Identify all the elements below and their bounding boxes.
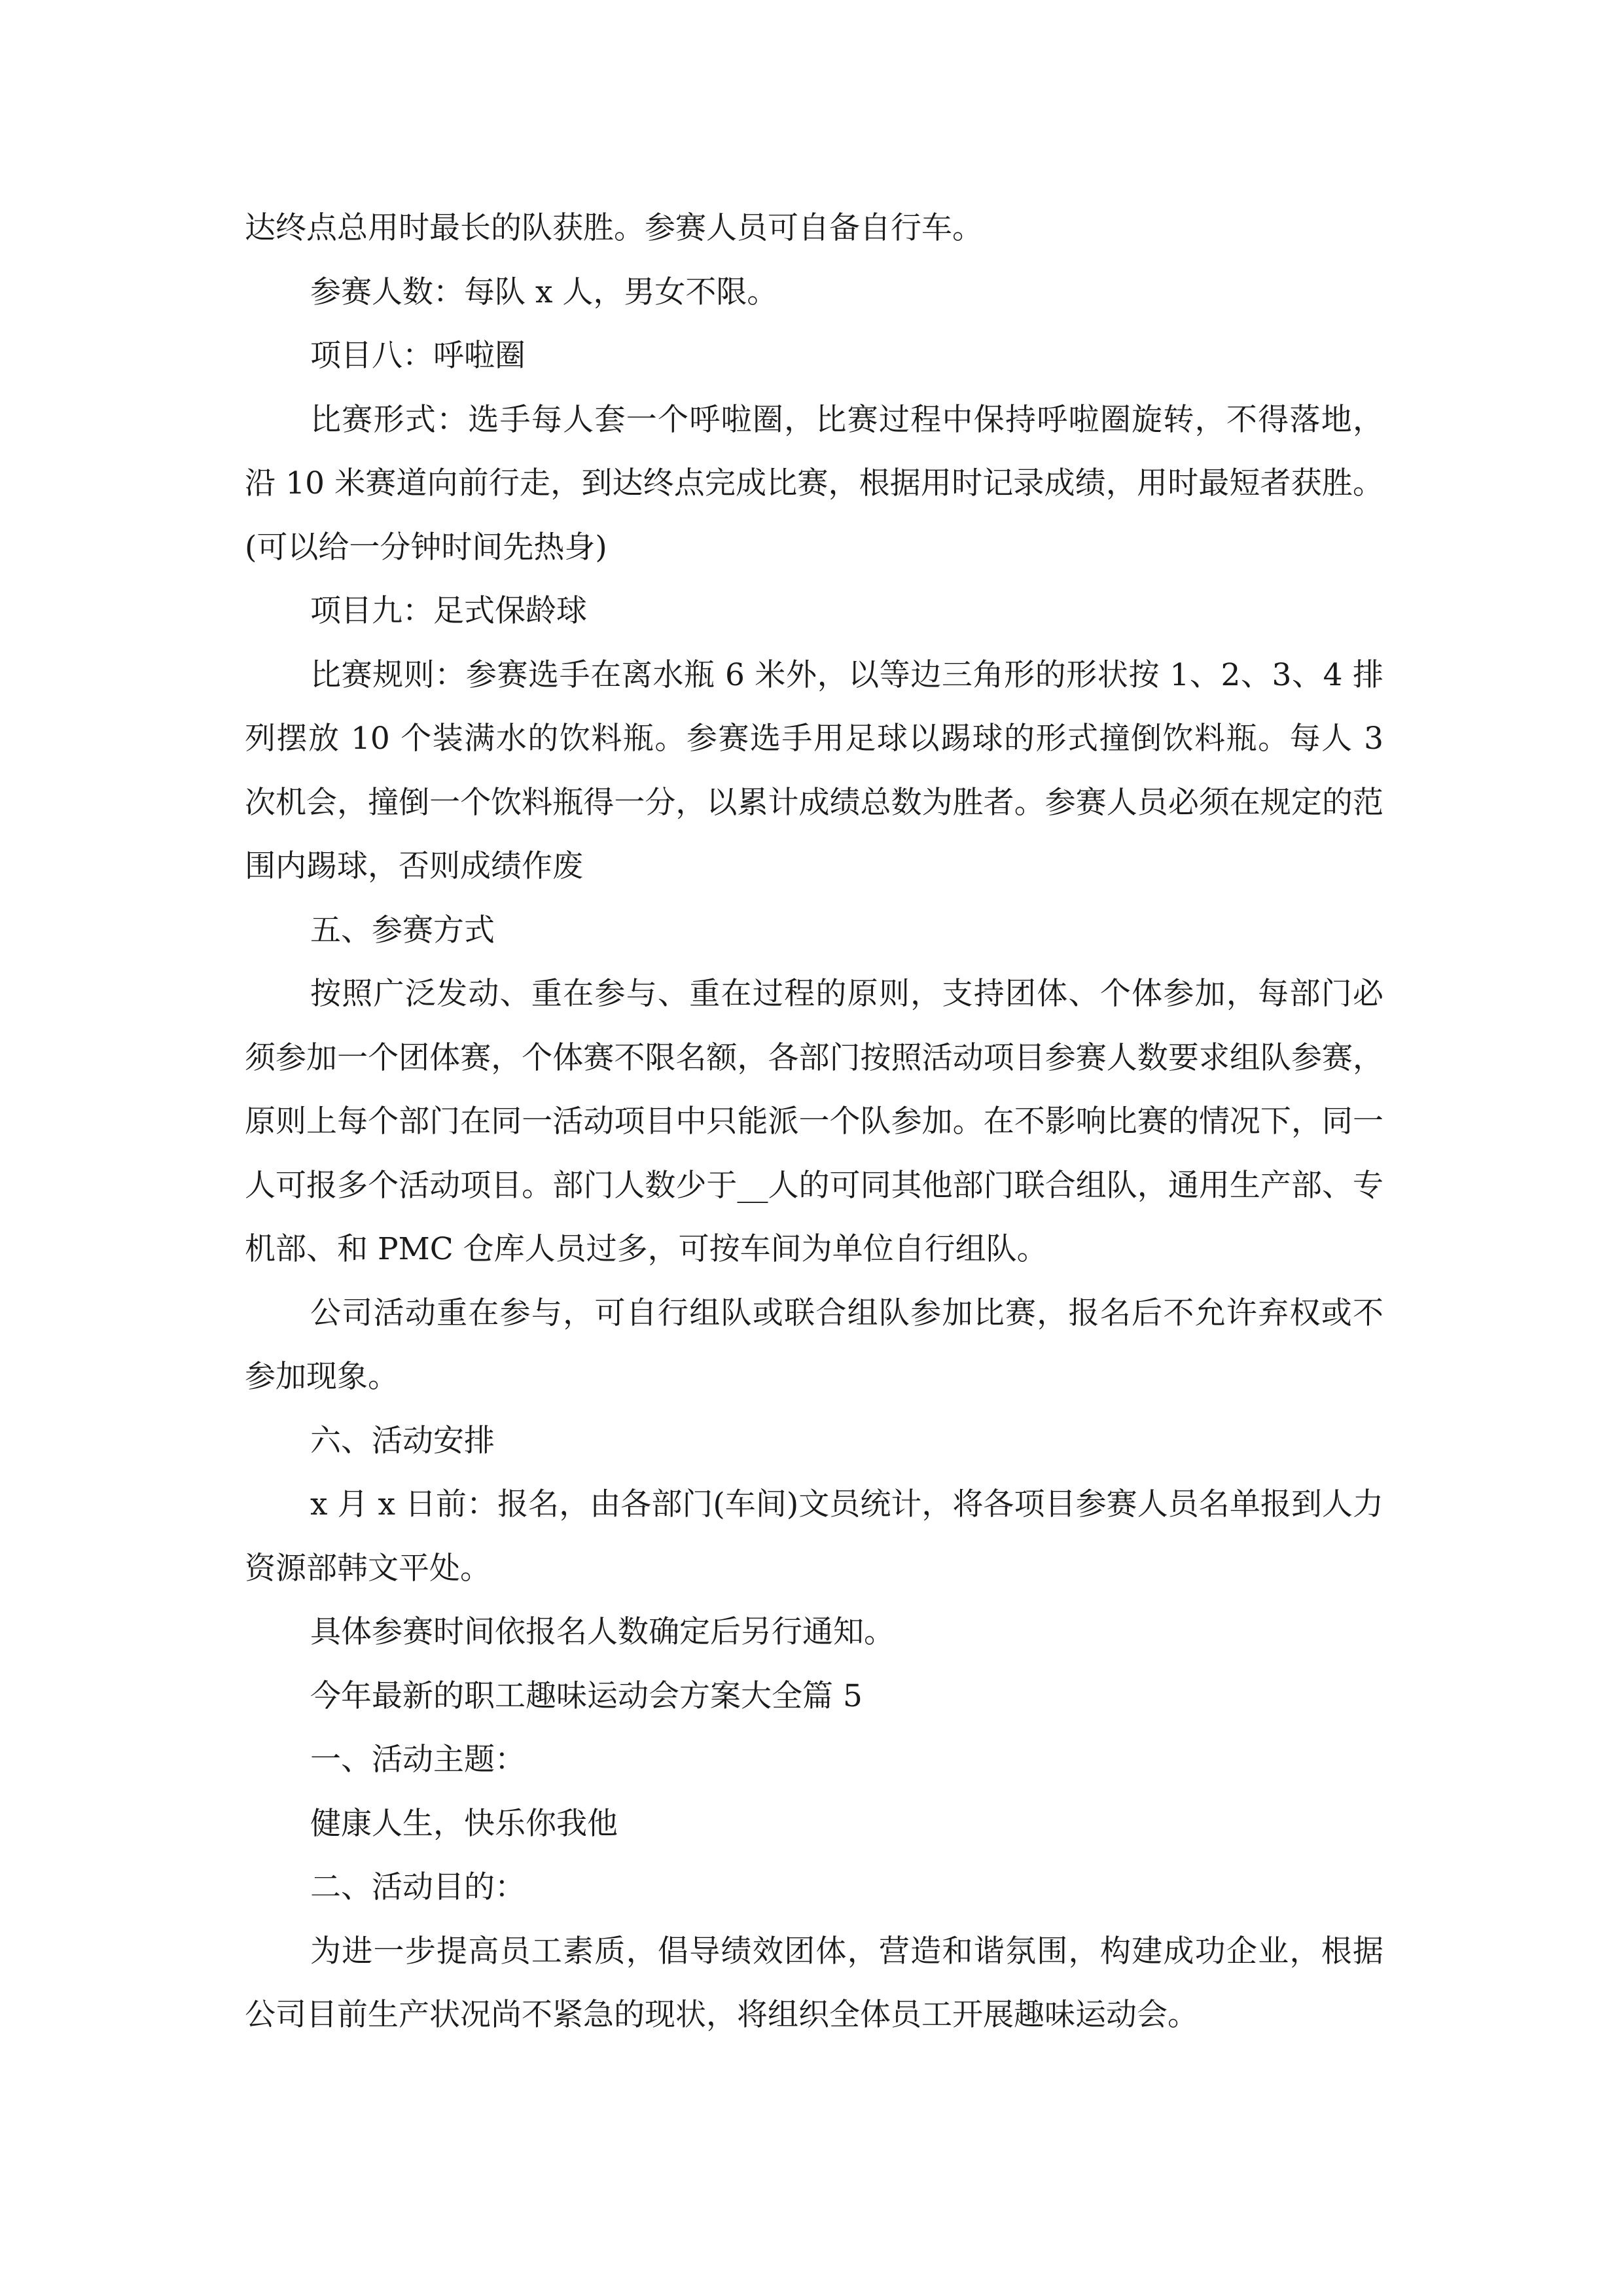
heading-section-five: 五、参赛方式: [310, 912, 495, 948]
paragraph-item-eight-rules: 比赛形式：选手每人套一个呼啦圈，比赛过程中保持呼啦圈旋转，不得落地，沿 10 米赛道向前行走，到达终点完成比赛，根据用时记录成绩，用时最短者获胜。(可以给一分钟时间先热身): [245, 401, 1383, 565]
document-body: [245, 196, 1383, 2047]
paragraph-continuation: 达终点总用时最长的队获胜。参赛人员可自备自行车。: [245, 210, 983, 246]
heading-activity-theme: 一、活动主题：: [310, 1742, 526, 1778]
paragraph-participation-method: 按照广泛发动、重在参与、重在过程的原则，支持团体、个体参加，每部门必须参加一个团体赛，个体赛不限名额，各部门按照活动项目参赛人数要求组队参赛，原则上每个部门在同一活动项目中只能派一个队参加。在不影响比赛的情况下，同一人可报多个活动项目。部门人数少于__人的可同其他部门联合组队，通用生产部、专机部、和 PMC 仓库人员过多，可按车间为单位自行组队。: [245, 976, 1383, 1267]
paragraph-schedule-note: 具体参赛时间依报名人数确定后另行通知。: [310, 1614, 895, 1650]
paragraph-registration: x 月 x 日前：报名，由各部门(车间)文员统计，将各项目参赛人员名单报到人力资源部韩文平处。: [245, 1486, 1383, 1587]
heading-activity-purpose: 二、活动目的：: [310, 1869, 526, 1905]
paragraph-participation-note: 公司活动重在参与，可自行组队或联合组队参加比赛，报名后不允许弃权或不参加现象。: [245, 1295, 1383, 1395]
paragraph-item-nine-rules: 比赛规则：参赛选手在离水瓶 6 米外，以等边三角形的形状按 1、2、3、4 排列摆放 10 个装满水的饮料瓶。参赛选手用足球以踢球的形式撞倒饮料瓶。每人 3 次机会，撞倒一个饮料瓶得一分，以累计成绩总数为胜者。参赛人员必须在规定的范围内踢球，否则成绩作废: [245, 656, 1383, 884]
paragraph-theme: 健康人生，快乐你我他: [310, 1805, 618, 1842]
heading-article-five: 今年最新的职工趣味运动会方案大全篇 5: [310, 1677, 863, 1714]
paragraph-purpose: 为进一步提高员工素质，倡导绩效团体，营造和谐氛围，构建成功企业，根据公司目前生产状况尚不紧急的现状，将组织全体员工开展趣味运动会。: [245, 1933, 1383, 2033]
heading-item-eight: 项目八：呼啦圈: [310, 338, 526, 374]
heading-section-six: 六、活动安排: [310, 1422, 495, 1459]
paragraph-participants: 参赛人数：每队 x 人，男女不限。: [310, 274, 778, 310]
heading-item-nine: 项目九：足式保龄球: [310, 593, 587, 629]
